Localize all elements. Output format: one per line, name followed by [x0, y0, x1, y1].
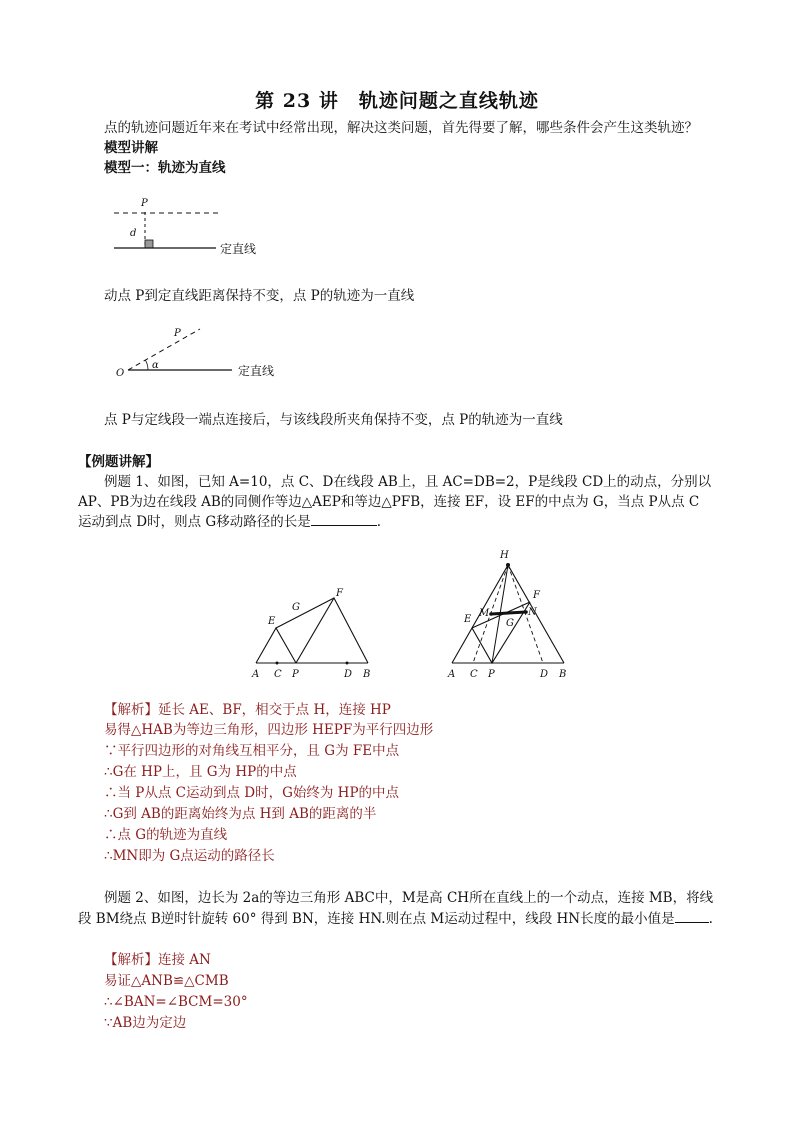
ex1-line2: AP、PB为边在线段 AB的同侧作等边△AEP和等边△PFB，连接 EF，设 EF的中点为 G，当点 P从点 C — [78, 494, 700, 510]
label-c: C — [470, 669, 478, 680]
label-e: E — [268, 616, 276, 627]
label-p: P — [292, 669, 299, 680]
segment-mn-path — [491, 612, 526, 614]
ex1-line3-text: 运动到点 D时，则点 G移动路径的长是 — [78, 514, 311, 530]
sol2-line1: 【解析】连接 AN — [104, 952, 211, 968]
label-f: F — [533, 590, 540, 601]
ex2-line1: 例题 2、如图，边长为 2a的等边三角形 ABC中，M是高 CH所在直线上的一个动点，连接 MB，将线 — [104, 890, 714, 906]
label-d: D — [540, 669, 549, 680]
figure-angle-model — [114, 322, 294, 382]
sol1-line3: ∵平行四边形的对角线互相平分，且 G为 FE中点 — [104, 743, 400, 759]
label-p: P — [174, 328, 181, 339]
label-d: D — [344, 669, 353, 680]
model1-desc1: 动点 P到定直线距离保持不变，点 P的轨迹为一直线 — [104, 288, 415, 304]
answer-blank[interactable] — [675, 910, 709, 923]
sol1-line6: ∴G到 AB的距离始终为点 H到 AB的距离的半 — [104, 806, 377, 822]
triangle-aep — [256, 628, 296, 663]
fixed-line-label: 定直线 — [238, 364, 275, 378]
label-o: O — [116, 368, 125, 379]
label-f: F — [336, 588, 343, 599]
right-angle-mark — [145, 240, 153, 248]
fixed-line-label: 定直线 — [220, 242, 257, 256]
dashed-ray — [128, 329, 200, 370]
section-examples-heading: 【例题讲解】 — [78, 454, 159, 470]
label-a: A — [252, 669, 260, 680]
ex1-line1: 例题 1、如图，已知 A=10，点 C、D在线段 AB上，且 AC=DB=2，P是线段 CD上的动点，分别以 — [104, 474, 712, 490]
sol1-line2: 易得△HAB为等边三角形，四边形 HEPF为平行四边形 — [104, 722, 434, 738]
sol1-line5: ∴当 P从点 C运动到点 D时，G始终为 HP的中点 — [104, 785, 400, 801]
label-m: M — [479, 608, 490, 619]
label-c: C — [274, 669, 282, 680]
answer-blank[interactable] — [311, 513, 377, 526]
figure-example1-right — [440, 544, 580, 684]
label-d: d — [130, 228, 137, 239]
model1-desc2: 点 P与定线段一端点连接后，与该线段所夹角保持不变，点 P的轨迹为一直线 — [104, 412, 563, 428]
sol2-line2: 易证△ANB≌△CMB — [104, 973, 229, 989]
label-b: B — [559, 669, 567, 680]
point-m — [489, 612, 493, 616]
point-d — [346, 662, 349, 665]
ex2-line2-end: . — [708, 911, 713, 927]
label-n: N — [528, 607, 537, 618]
sol1-line4: ∴G在 HP上，且 G为 HP的中点 — [104, 764, 297, 780]
ex1-line3 — [78, 512, 381, 532]
triangle-pfb — [296, 598, 368, 663]
sol1-line1: 【解析】延长 AE、BF，相交于点 H，连接 HP — [104, 702, 391, 718]
figure-distance-model — [104, 190, 284, 262]
ex2-line2-text: 段 BM绕点 B逆时针旋转 60° 得到 BN，连接 HN.则在点 M运动过程中，线段 HN长度的最小值是 — [78, 911, 675, 927]
section-model-heading: 模型讲解 — [104, 140, 158, 156]
model1-heading: 模型一：轨迹为直线 — [104, 160, 226, 176]
label-p: P — [141, 198, 148, 209]
label-p: P — [488, 669, 495, 680]
ex2-line2 — [78, 909, 713, 929]
figure-example1-left — [244, 584, 384, 684]
point-c — [276, 662, 279, 665]
label-g: G — [292, 602, 300, 613]
label-e: E — [464, 614, 472, 625]
label-a: A — [448, 669, 456, 680]
point-h — [506, 563, 510, 567]
label-g: G — [506, 618, 514, 629]
ex1-line3-end: . — [376, 514, 381, 530]
sol1-line7: ∴点 G的轨迹为直线 — [104, 827, 228, 843]
label-alpha: α — [152, 360, 159, 371]
angle-arc — [145, 360, 148, 370]
intro-text: 点的轨迹问题近年来在考试中经常出现，解决这类问题，首先得要了解，哪些条件会产生这类轨迹？ — [104, 120, 698, 136]
page-title: 第 23 讲 轨迹问题之直线轨迹 — [255, 90, 539, 112]
label-h: H — [500, 550, 509, 561]
sol1-line8: ∴MN即为 G点运动的路径长 — [104, 848, 275, 864]
sol2-line4: ∵AB边为定边 — [104, 1015, 187, 1031]
sol2-line3: ∴∠BAN=∠BCM=30° — [104, 994, 248, 1010]
label-b: B — [363, 669, 371, 680]
